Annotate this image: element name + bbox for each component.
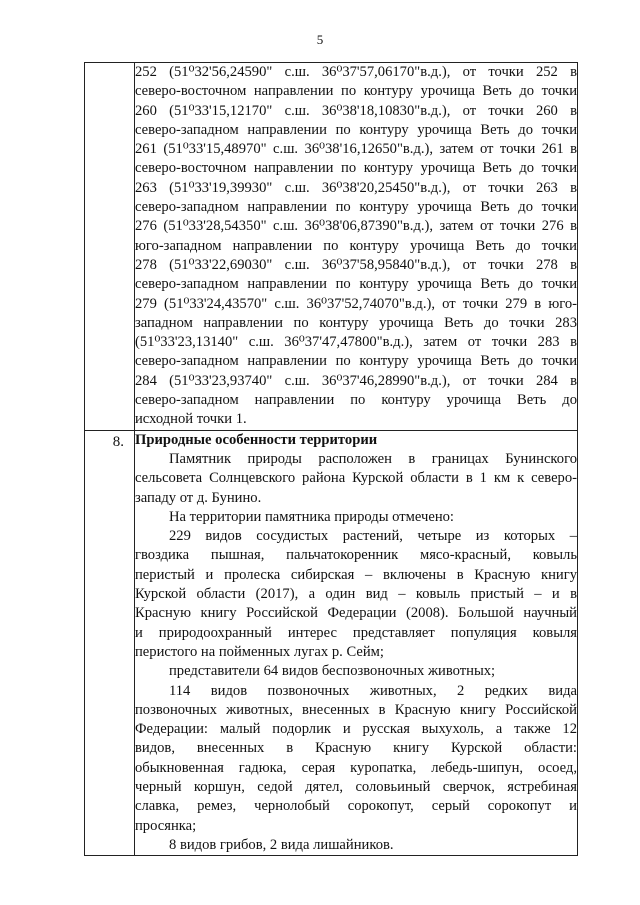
- text-line: Памятник природы расположен в границах Бунинского: [169, 450, 577, 467]
- text-line: северо-западном направлении по контуру урочища Веть до точки: [135, 276, 577, 293]
- text-line: северо-западном направлении по контуру урочища Веть до точки: [135, 199, 577, 216]
- text-line: северо-западном направлении по контуру урочища Веть до точки: [135, 121, 577, 138]
- text-line: гвоздика пышная, пальчатокоренник мясо-красный, ковыль: [135, 547, 577, 564]
- row-content-cell: [135, 63, 578, 431]
- text-line: 284 (51⁰33'23,93740" с.ш. 36⁰37'46,28990"в.д.), от точки 284 в: [135, 372, 577, 389]
- text-line: На территории памятника природы отмечено:: [169, 508, 454, 525]
- text-line: северо-западном направлении по контуру урочища Веть до точки: [135, 353, 577, 370]
- text-line: 252 (51⁰32'56,24590" с.ш. 36⁰37'57,06170"в.д.), от точки 252 в: [135, 64, 577, 80]
- text-line: 8 видов грибов, 2 вида лишайников.: [169, 836, 394, 853]
- row-number-cell: [85, 63, 135, 431]
- text-line: северо-восточном направлении по контуру урочища Веть до точки: [135, 160, 577, 177]
- text-line: видов, внесенных в Красную книгу Курской области:: [135, 740, 577, 757]
- table-row: [85, 63, 578, 431]
- text-line: перистого на пойменных лугах р. Сейм;: [135, 643, 384, 660]
- document-table: [84, 62, 578, 856]
- text-line: славка, ремез, чернолобый сорокопут, серый сорокопут и: [135, 798, 577, 815]
- text-line: западном направлении по контуру урочища Веть до точки 283: [135, 314, 577, 331]
- text-line: северо-восточном направлении по контуру урочища Веть до точки: [135, 83, 577, 100]
- text-line: обыкновенная гадюка, серая куропатка, лебедь-шипун, осоед,: [135, 759, 577, 776]
- row-content-cell: [135, 430, 578, 856]
- text-line: перистый и пролеска сибирская – включены в Красную книгу: [135, 566, 577, 583]
- text-line: 278 (51⁰33'22,69030" с.ш. 36⁰37'58,95840"в.д.), от точки 278 в: [135, 256, 577, 273]
- text-line: 114 видов позвоночных животных, 2 редких вида: [169, 682, 577, 699]
- table-row: [85, 430, 578, 856]
- text-line: Курской области (2017), а один вид – ковыль пристый – и в: [135, 586, 577, 603]
- text-line: юго-западном направлении по контуру урочища Веть до точки: [135, 237, 577, 254]
- row-number: [85, 63, 134, 83]
- text-line: 276 (51⁰33'28,54350" с.ш. 36⁰38'06,87390"в.д.), затем от точки 276 в: [135, 218, 577, 235]
- text-line: исходной точки 1.: [135, 411, 247, 428]
- text-line: 279 (51⁰33'24,43570" с.ш. 36⁰37'52,74070"в.д.), от точки 279 в юго-: [135, 295, 577, 312]
- text-line: Федерации: малый подорлик и русская выхухоль, а также 12: [135, 721, 577, 738]
- text-line: просянка;: [135, 817, 197, 834]
- text-line: позвоночных животных, внесенных в Красную книгу Российской: [135, 701, 577, 718]
- text-line: 261 (51⁰33'15,48970" с.ш. 36⁰38'16,12650"в.д.), затем от точки 261 в: [135, 141, 577, 158]
- text-line: северо-западном направлении по контуру урочища Веть до: [135, 392, 577, 409]
- text-line: западу от д. Бунино.: [135, 489, 262, 506]
- section-heading: Природные особенности территории: [135, 431, 378, 448]
- text-line: и природоохранный интерес представляет популяция ковыля: [135, 624, 577, 641]
- row-number: 8.: [112, 433, 124, 450]
- text-line: сельсовета Солнцевского района Курской области в 1 км к северо-: [135, 470, 577, 487]
- text-line: 260 (51⁰33'15,12170" с.ш. 36⁰38'18,10830"в.д.), от точки 260 в: [135, 102, 577, 119]
- text-line: Красную книгу Российской Федерации (2008). Большой научный: [135, 605, 577, 622]
- text-line: представители 64 видов беспозвоночных животных;: [169, 663, 496, 680]
- text-line: 263 (51⁰33'19,39930" с.ш. 36⁰38'20,25450"в.д.), от точки 263 в: [135, 179, 577, 196]
- row-number-cell: [85, 430, 135, 856]
- text-line: 229 видов сосудистых растений, четыре из которых –: [169, 528, 577, 545]
- text-line: черный коршун, седой дятел, соловьиный сверчок, ястребиная: [135, 778, 577, 795]
- page-number: 5: [316, 32, 324, 47]
- text-line: (51⁰33'23,13140" с.ш. 36⁰37'47,47800"в.д.), затем от точки 283 в: [135, 334, 577, 351]
